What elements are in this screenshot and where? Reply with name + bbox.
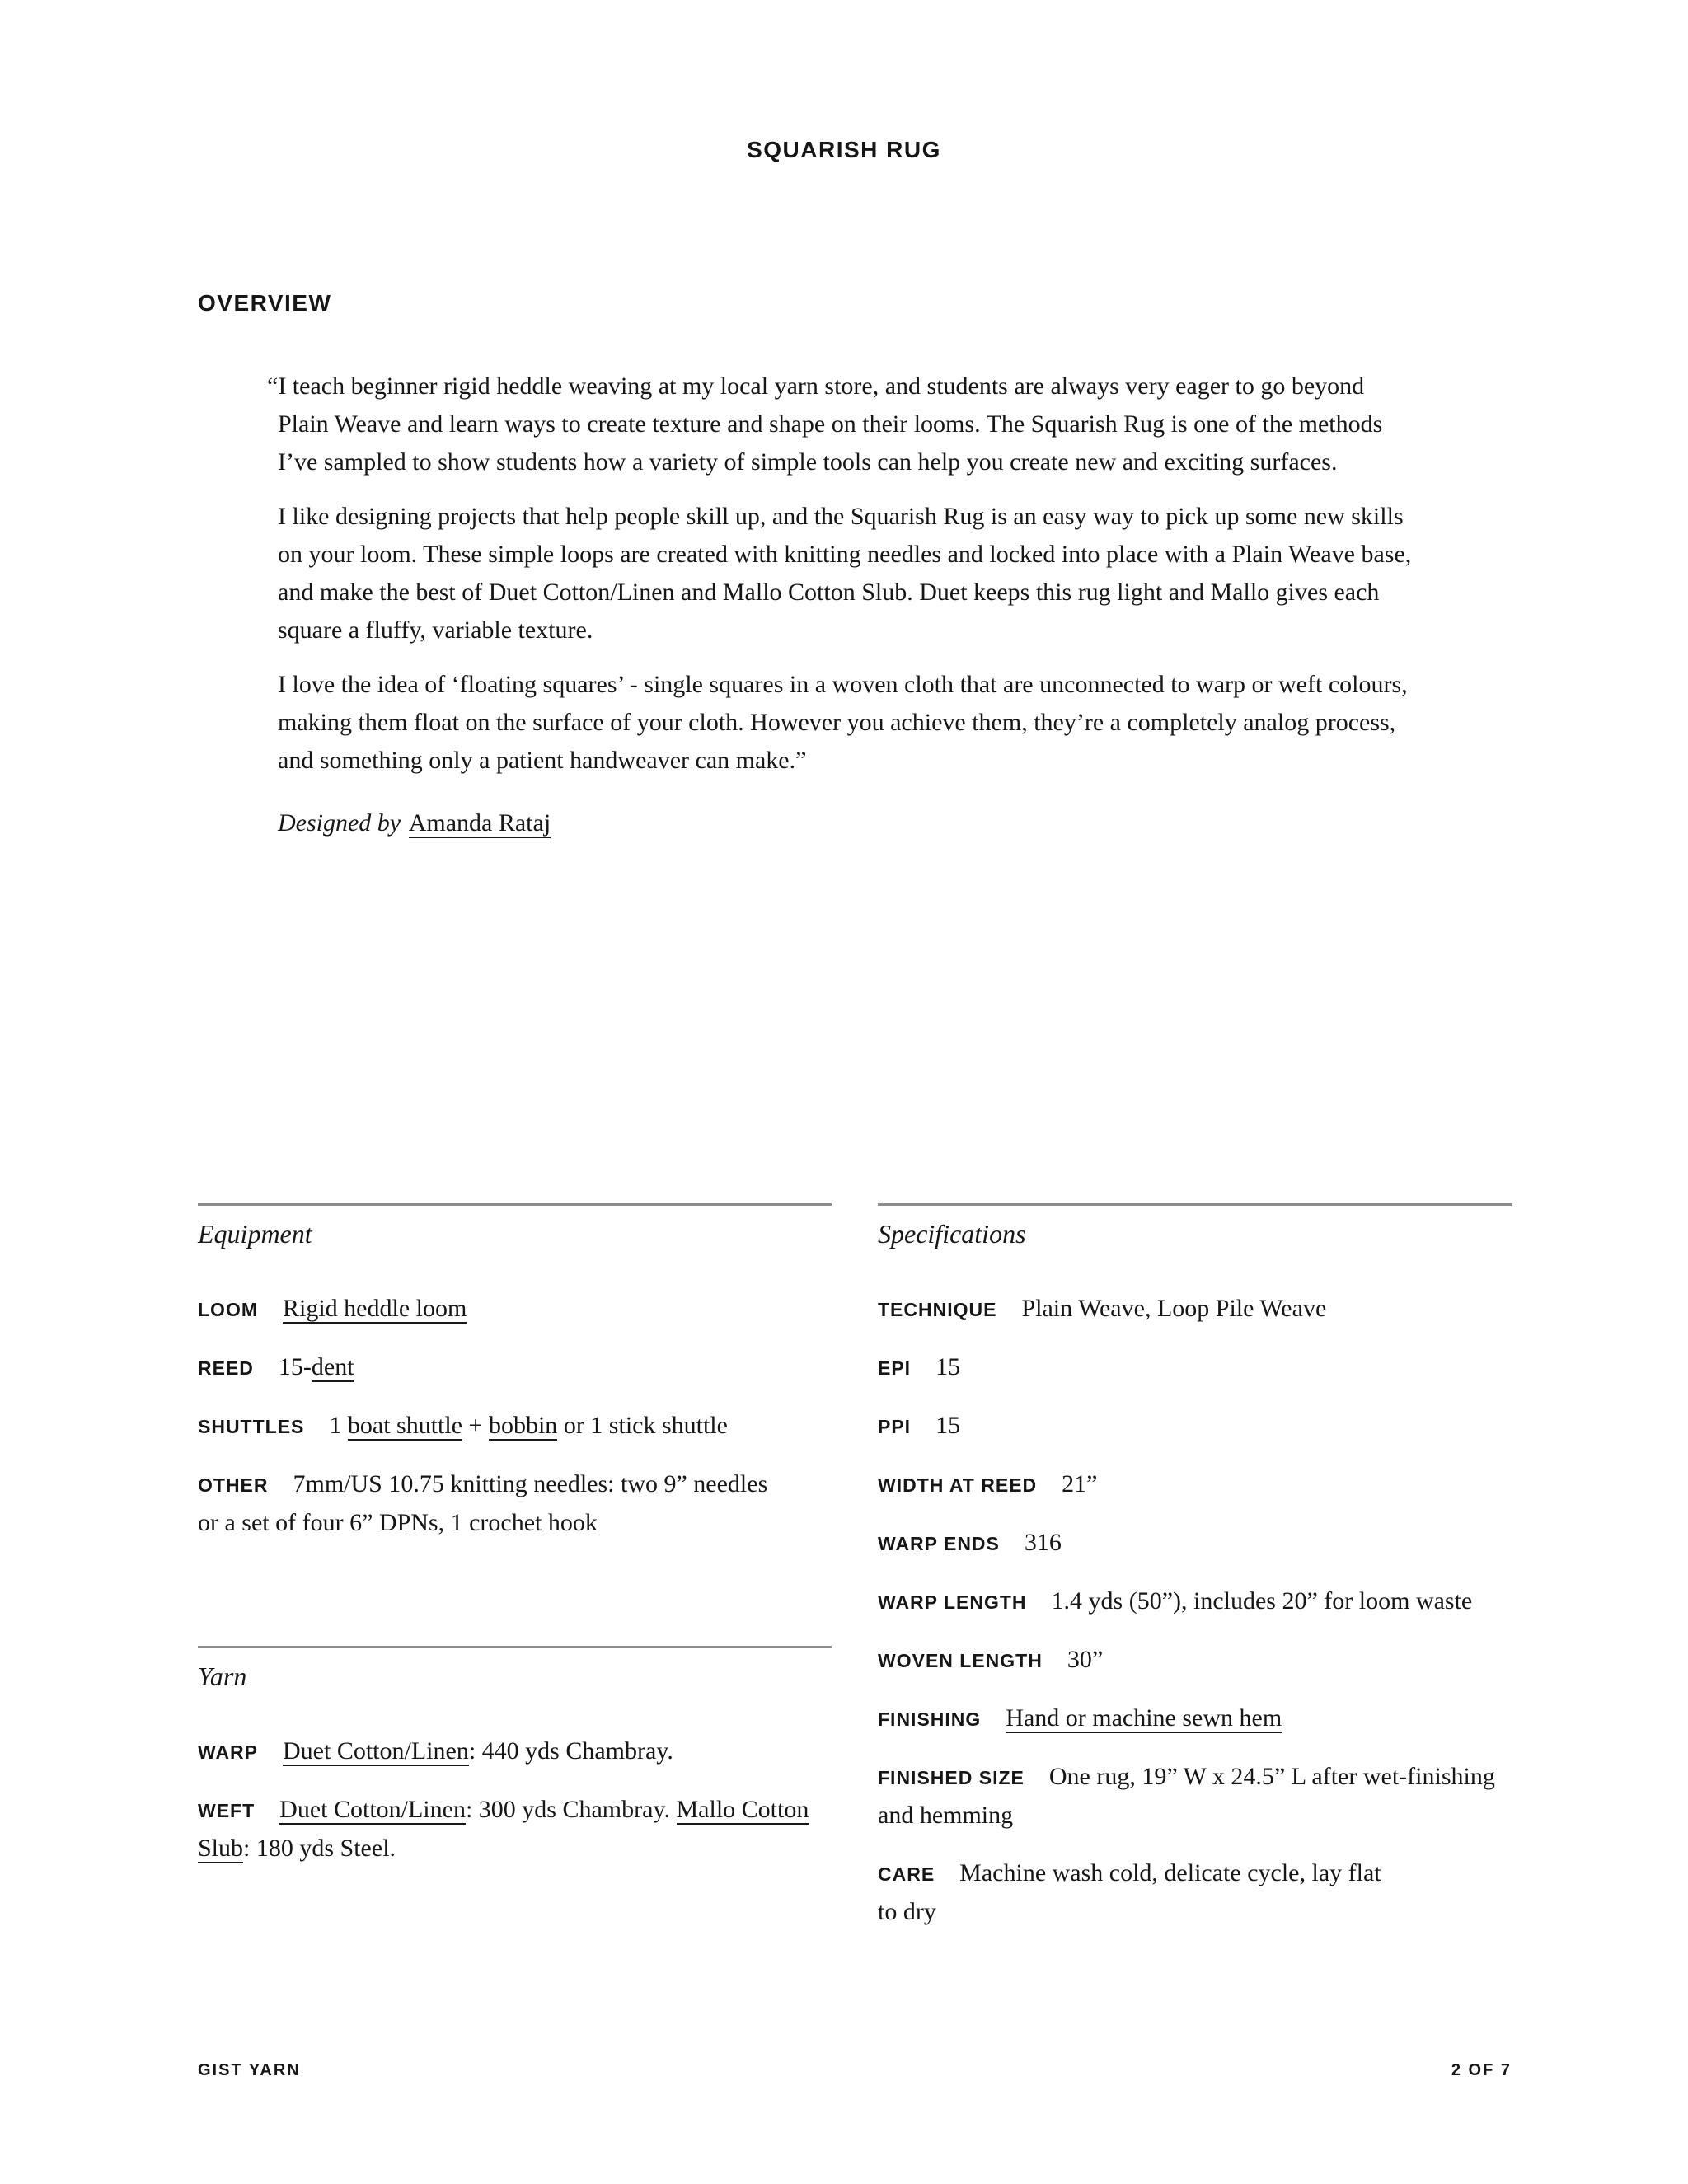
loom-label: LOOM <box>198 1299 258 1320</box>
care-label: CARE <box>878 1863 935 1885</box>
finishing-label: FINISHING <box>878 1708 982 1730</box>
weft-label: WEFT <box>198 1800 256 1821</box>
footer-brand: GIST YARN <box>198 2061 301 2079</box>
shuttles-label: SHUTTLES <box>198 1416 305 1437</box>
spec-item-technique <box>878 1290 1512 1329</box>
specifications-column <box>878 1203 1512 1951</box>
epi-label: EPI <box>878 1357 912 1379</box>
finishing-hem-link[interactable]: Hand or machine sewn hem <box>1006 1704 1282 1732</box>
spec-item-finished-size <box>878 1758 1512 1835</box>
technique-label: TECHNIQUE <box>878 1299 997 1320</box>
bobbin-link[interactable]: bobbin <box>488 1412 558 1439</box>
woven-length-value: 30” <box>1067 1646 1104 1673</box>
spec-item-warp-length <box>878 1582 1512 1621</box>
boat-shuttle-link[interactable]: boat shuttle <box>347 1412 463 1439</box>
mallo-cotton-slub-link[interactable]: Mallo Cotton Slub <box>198 1796 809 1862</box>
page-footer <box>198 2060 1512 2080</box>
dent-link[interactable]: dent <box>311 1353 354 1380</box>
other-value: 7mm/US 10.75 knitting needles: two 9” needles or a set of four 6” DPNs, 1 crochet hook <box>198 1470 768 1536</box>
yarn-item-warp <box>198 1732 832 1771</box>
warp-length-value: 1.4 yds (50”), includes 20” for loom waste <box>1051 1587 1473 1615</box>
epi-value: 15 <box>935 1353 961 1380</box>
overview-paragraph-2: I like designing projects that help people skill up, and the Squarish Rug is an easy way to pick up some new skills on your loom. These simple loops are created with knitting needles and locked into place with a Plain Weave base, and make the best of Duet Cotton/Linen and Mallo Cotton Slub. Duet keeps this rug light and Mallo gives each square a fluffy, variable texture. <box>278 503 1412 644</box>
ppi-value: 15 <box>935 1412 961 1439</box>
spec-item-warp-ends <box>878 1524 1512 1563</box>
footer-page-number: 2 OF 7 <box>1451 2061 1512 2079</box>
warp-value: : 440 yds Chambray. <box>468 1737 673 1765</box>
page-title: SQUARISH RUG <box>747 137 941 162</box>
specifications-block <box>878 1203 1512 1931</box>
warp-label: WARP <box>198 1741 258 1763</box>
overview-section <box>198 290 1512 842</box>
yarn-block <box>198 1646 832 1868</box>
duet-cotton-linen-link-2[interactable]: Duet Cotton/Linen <box>279 1796 466 1823</box>
reed-value-prefix: 15- <box>278 1353 312 1380</box>
duet-cotton-linen-link[interactable]: Duet Cotton/Linen <box>283 1737 469 1765</box>
equipment-heading: Equipment <box>198 1219 312 1249</box>
warp-length-label: WARP LENGTH <box>878 1591 1027 1613</box>
width-at-reed-value: 21” <box>1062 1470 1098 1497</box>
shuttles-value-part-1: 1 <box>329 1412 348 1439</box>
overview-paragraph-3: I love the idea of ‘floating squares’ - single squares in a woven cloth that are unconnected to warp or weft colours, making them float on the surface of your cloth. However you achieve them, they’re a completely analog process, and something only a patient handweaver can make.” <box>278 671 1408 774</box>
document-header <box>0 137 1688 163</box>
warp-ends-label: WARP ENDS <box>878 1533 1000 1554</box>
equipment-block <box>198 1203 832 1542</box>
warp-ends-value: 316 <box>1024 1529 1062 1556</box>
byline-prefix: Designed by <box>278 809 401 837</box>
equipment-item-shuttles <box>198 1407 832 1446</box>
equipment-item-loom <box>198 1290 832 1329</box>
woven-length-label: WOVEN LENGTH <box>878 1650 1043 1671</box>
weft-value-part-2: : 180 yds Steel. <box>243 1835 396 1862</box>
shuttles-value-part-2: + <box>462 1412 489 1439</box>
other-label: OTHER <box>198 1474 269 1496</box>
yarn-heading: Yarn <box>198 1661 247 1691</box>
technique-value: Plain Weave, Loop Pile Weave <box>1021 1295 1327 1322</box>
spec-item-care <box>878 1854 1405 1931</box>
shuttles-value-part-3: or 1 stick shuttle <box>557 1412 728 1439</box>
overview-paragraphs <box>267 368 1415 842</box>
spec-item-epi <box>878 1348 1512 1387</box>
finished-size-value: One rug, 19” W x 24.5” L after wet-finishing and hemming <box>878 1763 1495 1829</box>
ppi-label: PPI <box>878 1416 912 1437</box>
equipment-item-reed <box>198 1348 832 1387</box>
overview-paragraph-1: “I teach beginner rigid heddle weaving at my local yarn store, and students are always very eager to go beyond Plain Weave and learn ways to create texture and shape on their looms. The Squarish Rug is one of the methods I’ve sampled to show students how a variety of simple tools can help you create new and exciting surfaces. <box>267 373 1383 476</box>
left-column <box>198 1203 832 1887</box>
specifications-heading: Specifications <box>878 1219 1026 1249</box>
yarn-item-weft <box>198 1791 832 1868</box>
weft-value-part-1: : 300 yds Chambray. <box>465 1796 677 1823</box>
reed-label: REED <box>198 1357 254 1379</box>
spec-item-width-at-reed <box>878 1465 1512 1504</box>
byline <box>278 804 1415 842</box>
overview-heading: OVERVIEW <box>198 290 332 316</box>
care-value: Machine wash cold, delicate cycle, lay flat to dry <box>878 1859 1381 1925</box>
loom-link[interactable]: Rigid heddle loom <box>283 1295 467 1322</box>
details-columns <box>198 1203 1512 1951</box>
finished-size-label: FINISHED SIZE <box>878 1767 1025 1788</box>
designer-link[interactable]: Amanda Rataj <box>408 809 551 837</box>
width-at-reed-label: WIDTH AT REED <box>878 1474 1038 1496</box>
spec-item-finishing <box>878 1699 1512 1738</box>
equipment-item-other <box>198 1465 775 1542</box>
spec-item-woven-length <box>878 1641 1512 1680</box>
spec-item-ppi <box>878 1407 1512 1446</box>
